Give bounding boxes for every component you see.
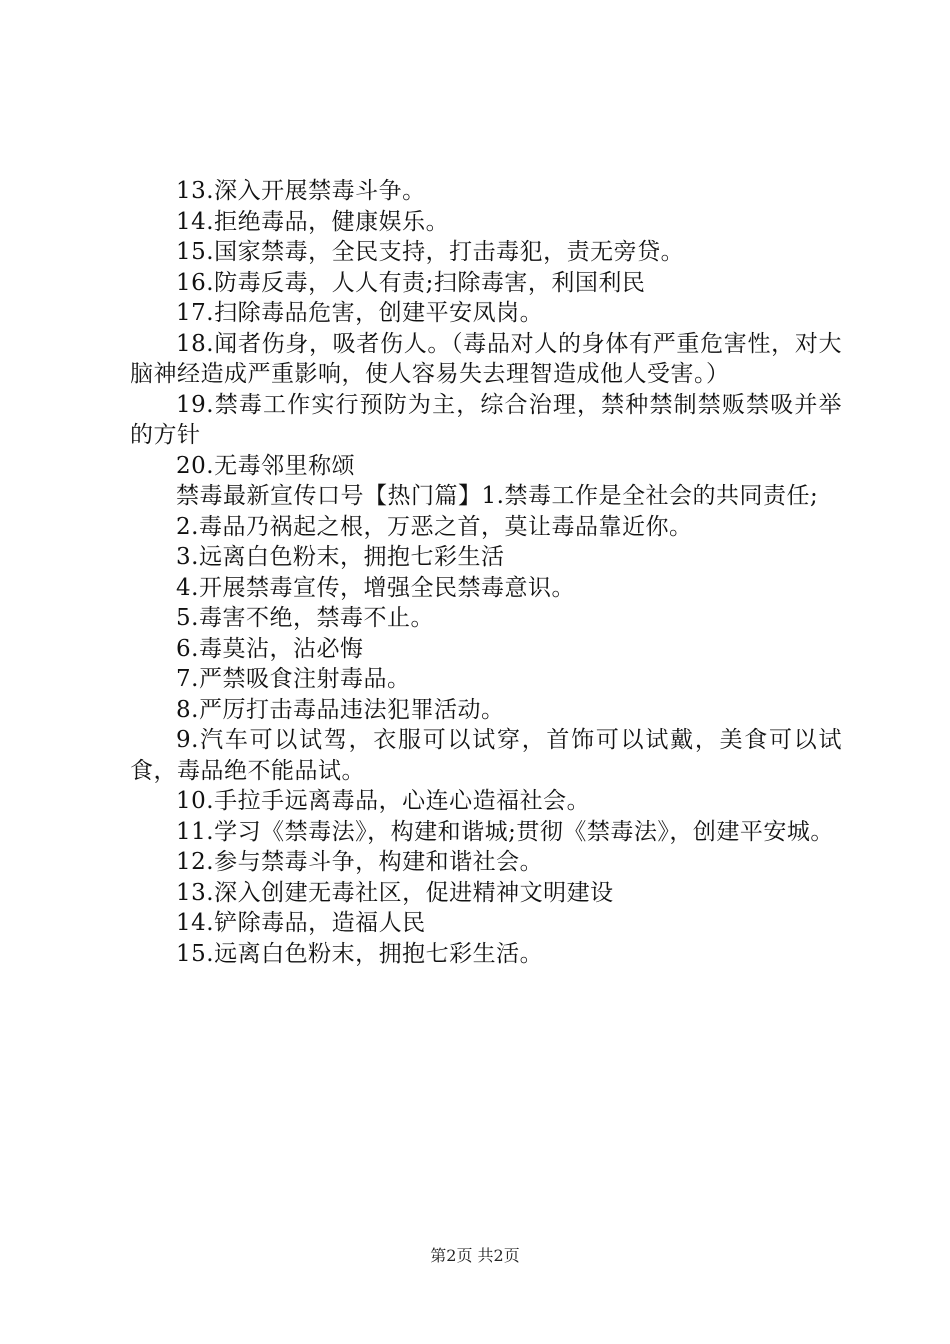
paragraph: 11.学习《禁毒法》，构建和谐城;贯彻《禁毒法》，创建平安城。 (176, 818, 834, 845)
paragraph: 15.远离白色粉末，拥抱七彩生活。 (176, 940, 544, 967)
paragraph: 16.防毒反毒，人人有责;扫除毒害，利国利民 (176, 269, 646, 296)
paragraph: 9.汽车可以试驾，衣服可以试穿，首饰可以试戴，美食可以试食，毒品绝不能品试。 (130, 727, 842, 784)
paragraph: 18.闻者伤身，吸者伤人。（毒品对人的身体有严重危害性，对大脑神经造成严重影响，使人容易失去理智造成他人受害。） (130, 330, 842, 387)
paragraph: 14.拒绝毒品，健康娱乐。 (176, 208, 450, 235)
paragraph: 5.毒害不绝，禁毒不止。 (176, 605, 434, 631)
paragraph: 3.远离白色粉末，拥抱七彩生活 (176, 544, 505, 570)
paragraph: 12.参与禁毒斗争，构建和谐社会。 (176, 849, 544, 875)
paragraph: 20.无毒邻里称颂 (176, 452, 356, 479)
paragraph: 13.深入创建无毒社区，促进精神文明建设 (176, 879, 614, 906)
paragraph: 7.严禁吸食注射毒品。 (176, 666, 411, 692)
paragraph: 8.严厉打击毒品违法犯罪活动。 (176, 696, 505, 723)
document-body (130, 176, 842, 969)
paragraph: 14.铲除毒品，造福人民 (176, 910, 426, 936)
page-number-footer: 第2页 共2页 (430, 1246, 520, 1265)
paragraph: 4.开展禁毒宣传，增强全民禁毒意识。 (176, 574, 575, 601)
paragraph: 6.毒莫沾，沾必悔 (176, 635, 364, 662)
paragraph: 17.扫除毒品危害，创建平安凤岗。 (176, 300, 544, 326)
paragraph: 13.深入开展禁毒斗争。 (176, 178, 426, 204)
section-heading-paragraph: 禁毒最新宣传口号【热门篇】1.禁毒工作是全社会的共同责任; (176, 483, 819, 509)
paragraph: 15.国家禁毒，全民支持，打击毒犯，责无旁贷。 (176, 239, 685, 265)
paragraph: 19.禁毒工作实行预防为主，综合治理，禁种禁制禁贩禁吸并举的方针 (130, 391, 842, 448)
paragraph: 10.手拉手远离毒品，心连心造福社会。 (176, 788, 591, 814)
paragraph: 2.毒品乃祸起之根，万恶之首，莫让毒品靠近你。 (176, 513, 693, 540)
